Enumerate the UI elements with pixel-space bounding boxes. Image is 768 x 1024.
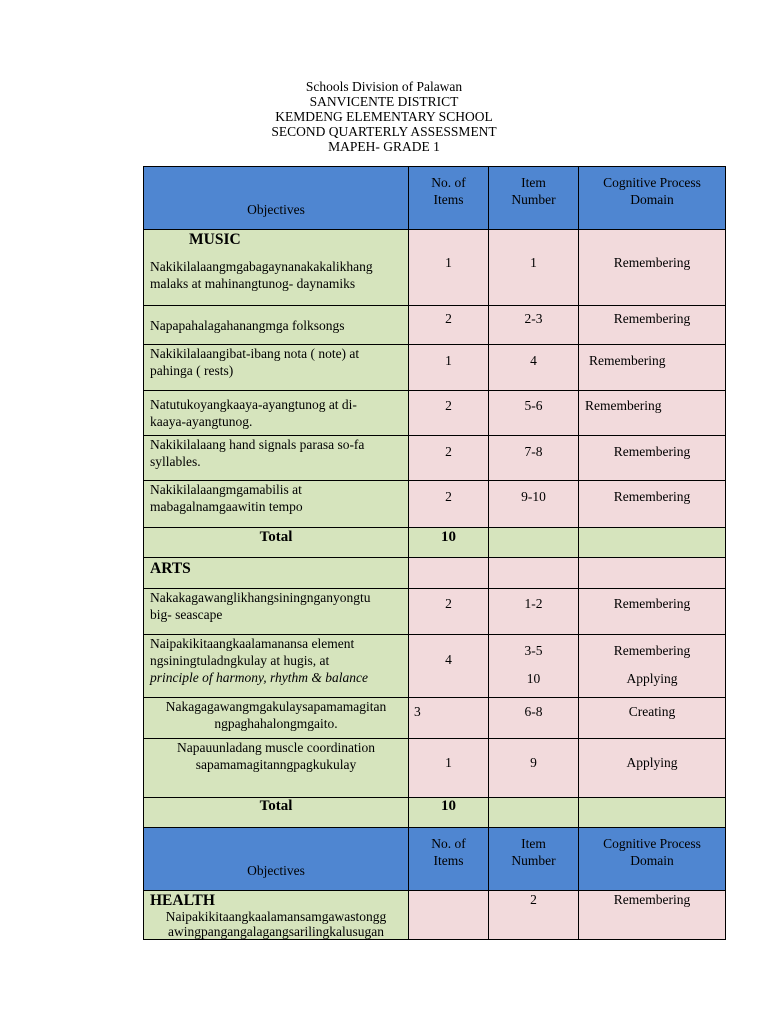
table-row <box>144 391 726 436</box>
items-count: 1 <box>445 255 452 270</box>
domain-value: Remembering <box>589 353 666 368</box>
item-number: 5-6 <box>524 398 543 413</box>
item-number: 7-8 <box>524 444 543 459</box>
assessment-title: SECOND QUARTERLY ASSESSMENT <box>271 124 497 139</box>
objectives-header: Objectives <box>247 202 305 217</box>
objective-text: Naipakikitaangkaalamanansa element ngsiningtuladngkulay at hugis, at principle of harmony, rhythm & balance <box>150 636 368 685</box>
table-row <box>144 230 726 306</box>
objective-text: Natutukoyangkaaya-ayangtunog at di- kaaya-ayangtunog. <box>150 397 357 429</box>
table-row <box>144 345 726 391</box>
domain-value: Remembering Applying <box>613 643 691 686</box>
item-number: 1 <box>530 255 537 270</box>
domain-value: Remembering <box>585 398 662 413</box>
item-number: 2 <box>530 892 537 907</box>
table-header-row <box>144 828 726 891</box>
school-name: KEMDENG ELEMENTARY SCHOOL <box>275 109 493 124</box>
objective-text: Napauunladang muscle coordination sapamamagitanngpagkukulay <box>177 740 375 772</box>
table-row <box>144 436 726 481</box>
items-count: 2 <box>445 444 452 459</box>
item-number: 9 <box>530 755 537 770</box>
district-name: SANVICENTE DISTRICT <box>309 94 459 109</box>
domain-value: Remembering <box>613 444 691 459</box>
objectives-header: Objectives <box>247 863 305 878</box>
total-value: 10 <box>441 529 456 545</box>
domain-value: Remembering <box>613 311 691 326</box>
domain-value: Applying <box>626 755 678 770</box>
items-count: 2 <box>445 398 452 413</box>
objective-text: Nakikilalaangmgamabilis at mabagalnamgaawitin tempo <box>150 482 303 514</box>
total-row <box>144 798 726 828</box>
table-row <box>144 481 726 528</box>
item-number-header: Item Number <box>511 175 556 207</box>
assessment-table <box>143 166 726 940</box>
items-count: 1 <box>445 755 452 770</box>
domain-value: Remembering <box>613 489 691 504</box>
objective-text: Nakikilalaangibat-ibang nota ( note) at pahinga ( rests) <box>150 346 360 378</box>
item-number-header: Item Number <box>511 836 556 868</box>
health-section-title: HEALTH <box>150 892 215 909</box>
division-name: Schools Division of Palawan <box>305 79 463 94</box>
total-label: Total <box>259 798 293 814</box>
item-number: 2-3 <box>524 311 543 326</box>
total-row <box>144 528 726 558</box>
items-count: 2 <box>445 489 452 504</box>
table-row <box>144 306 726 345</box>
music-section-title: MUSIC <box>189 231 241 248</box>
arts-section-title: ARTS <box>150 560 191 577</box>
items-count: 2 <box>445 596 452 611</box>
table-row <box>144 635 726 698</box>
items-count: 3 <box>414 704 421 719</box>
document-header <box>0 79 768 154</box>
table-row <box>144 698 726 739</box>
objective-text: Napapahalagahanangmga folksongs <box>150 318 345 333</box>
domain-value: Creating <box>628 704 676 719</box>
item-number: 4 <box>530 353 537 368</box>
domain-value: Remembering <box>613 255 691 270</box>
objective-text: Nakikilalaang hand signals parasa so-fa syllables. <box>150 437 365 469</box>
items-header: No. of Items <box>431 175 466 207</box>
domain-header: Cognitive Process Domain <box>603 175 701 207</box>
domain-value: Remembering <box>613 892 691 907</box>
domain-header: Cognitive Process Domain <box>603 836 701 868</box>
objective-text: Nakagagawangmgakulaysapamamagitan ngpaghahalongmgaito. <box>165 699 387 731</box>
items-count: 2 <box>445 311 452 326</box>
domain-value: Remembering <box>613 596 691 611</box>
table-header-row <box>144 167 726 230</box>
objective-text: Naipakikitaangkaalamansamgawastongg awingpangangalagangsarilingkalusugan <box>165 909 387 939</box>
item-number: 9-10 <box>521 489 546 504</box>
subject-grade: MAPEH- GRADE 1 <box>328 139 440 154</box>
item-number: 3-5 10 <box>524 643 543 686</box>
items-header: No. of Items <box>431 836 466 868</box>
total-value: 10 <box>441 798 456 814</box>
table-row <box>144 739 726 798</box>
objective-text: Nakikilalaangmgabagaynanakakalikhang malaks at mahinangtunog- daynamiks <box>150 259 373 291</box>
section-row <box>144 558 726 589</box>
item-number: 1-2 <box>524 596 543 611</box>
objective-text: Nakakagawanglikhangsiningnganyongtu big- seascape <box>150 590 371 622</box>
item-number: 6-8 <box>524 704 543 719</box>
table-row <box>144 891 726 940</box>
items-count: 1 <box>445 353 452 368</box>
total-label: Total <box>259 529 293 545</box>
table-row <box>144 589 726 635</box>
items-count: 4 <box>445 652 452 667</box>
